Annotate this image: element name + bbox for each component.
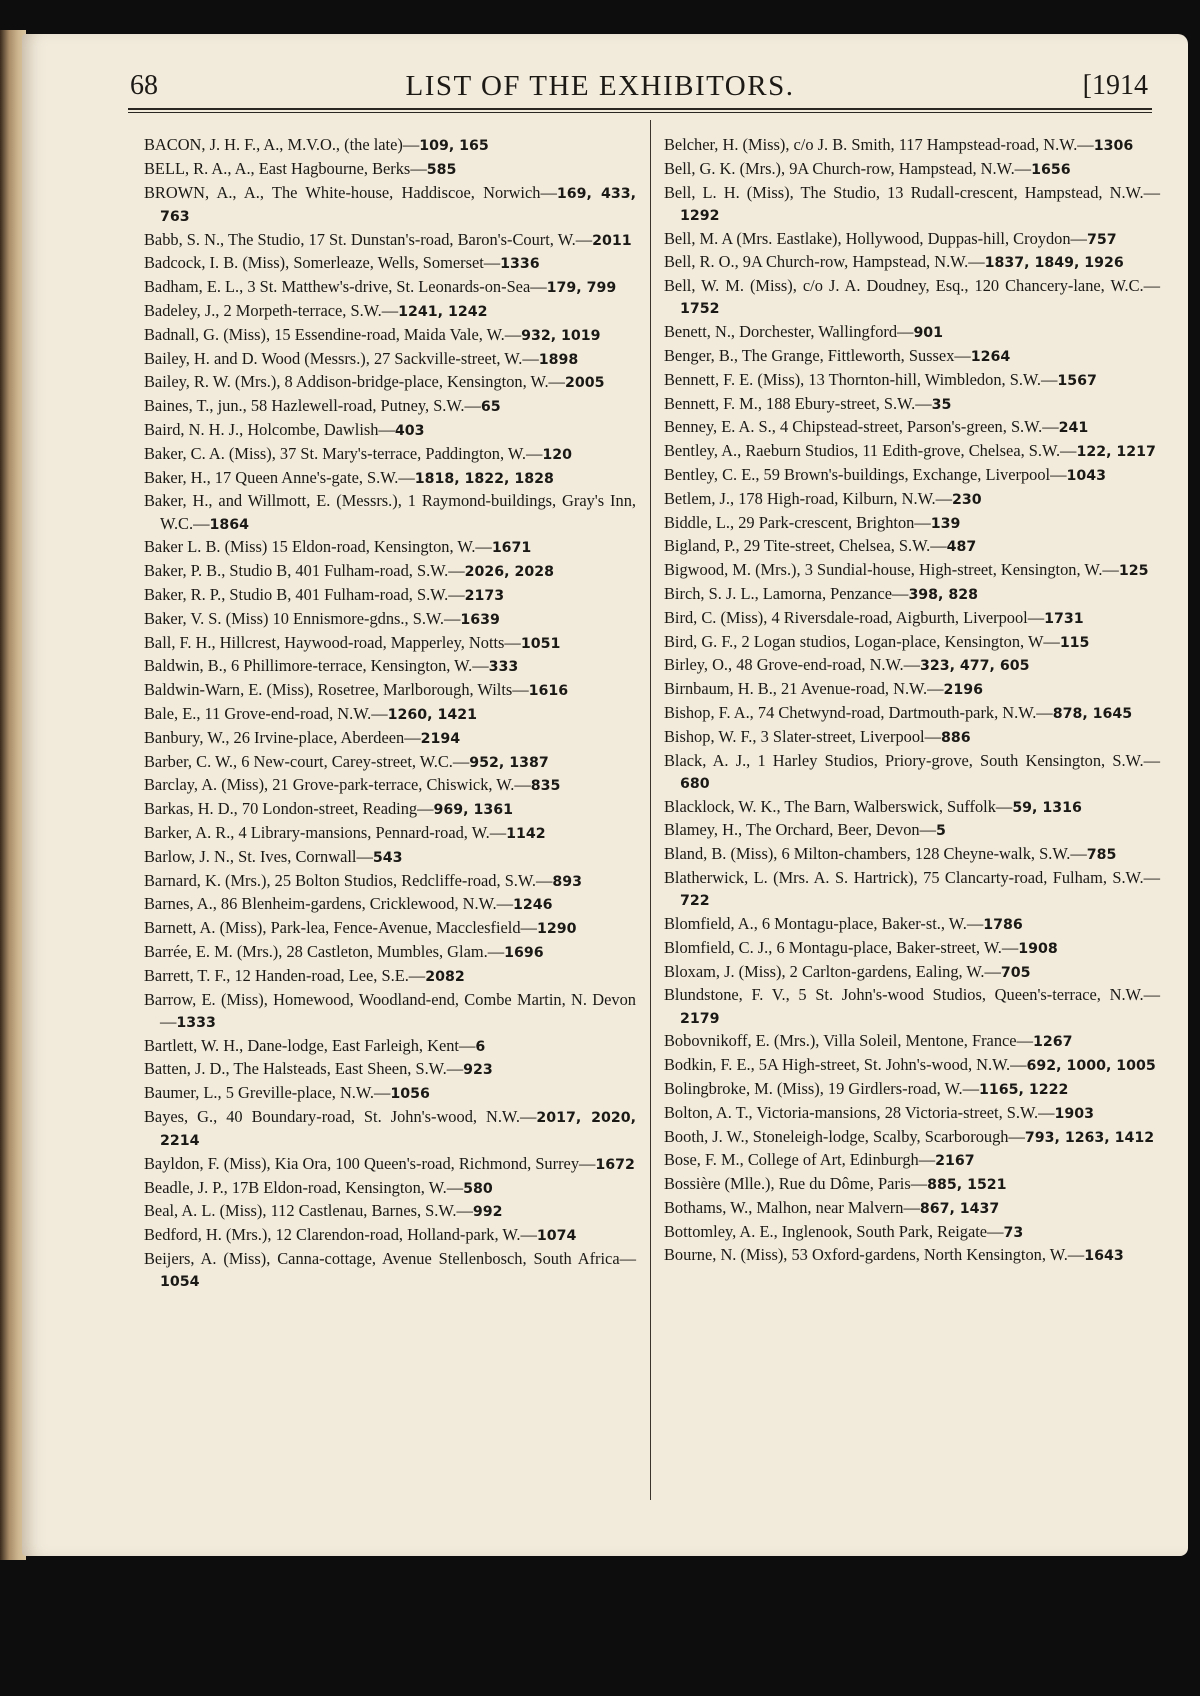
exhibitor-name-address: Bolton, A. T., Victoria-mansions, 28 Victoria-street, S.W.— bbox=[664, 1102, 1055, 1122]
exhibitor-name-address: Barnard, K. (Mrs.), 25 Bolton Studios, Redcliffe-road, S.W.— bbox=[144, 870, 553, 890]
exhibitor-entry bbox=[664, 512, 1160, 535]
exhibit-numbers: 323, 477, 605 bbox=[919, 658, 1030, 675]
exhibit-numbers: 1696 bbox=[504, 944, 544, 961]
exhibit-numbers: 543 bbox=[372, 849, 403, 866]
exhibit-numbers: 398, 828 bbox=[908, 586, 978, 603]
exhibit-numbers: 1306 bbox=[1093, 138, 1134, 154]
exhibitor-name-address: Baker, H., 17 Queen Anne's-gate, S.W.— bbox=[144, 467, 415, 487]
exhibitor-name-address: Bigland, P., 29 Tite-street, Chelsea, S.W.— bbox=[664, 536, 947, 556]
exhibitor-name-address: Birley, O., 48 Grove-end-road, N.W.— bbox=[664, 655, 920, 675]
exhibit-numbers: 835 bbox=[530, 778, 561, 795]
exhibitor-entry bbox=[144, 560, 636, 583]
exhibitor-name-address: Bell, R. O., 9A Church-row, Hampstead, N.W.— bbox=[664, 252, 985, 272]
exhibitor-name-address: Baker, P. B., Studio B, 401 Fulham-road, S.W.— bbox=[144, 561, 465, 581]
exhibit-numbers: 885, 1521 bbox=[927, 1177, 1007, 1194]
exhibitor-entry bbox=[664, 913, 1160, 936]
exhibitor-entry bbox=[664, 559, 1160, 582]
exhibitor-name-address: Blomfield, C. J., 6 Montagu-place, Baker-street, W.— bbox=[664, 937, 1019, 957]
exhibitor-entry bbox=[144, 134, 636, 157]
exhibit-numbers: 403 bbox=[394, 422, 425, 439]
exhibit-numbers: 2005 bbox=[564, 375, 605, 392]
exhibit-numbers: 585 bbox=[426, 161, 457, 178]
exhibitor-name-address: Baldwin-Warn, E. (Miss), Rosetree, Marlborough, Wilts— bbox=[144, 680, 529, 700]
exhibitor-name-address: Blomfield, A., 6 Montagu-place, Baker-st., W.— bbox=[664, 913, 984, 933]
exhibit-numbers: 2196 bbox=[943, 682, 984, 699]
exhibitor-entry bbox=[664, 369, 1160, 392]
exhibit-numbers: 1267 bbox=[1032, 1034, 1073, 1051]
exhibitor-entry bbox=[664, 1197, 1160, 1220]
exhibitor-entry bbox=[144, 632, 636, 655]
exhibitor-entry bbox=[144, 893, 636, 916]
page-number: 68 bbox=[130, 70, 158, 101]
exhibitor-name-address: Bird, G. F., 2 Logan studios, Logan-place, Kensington, W— bbox=[664, 631, 1060, 651]
exhibit-numbers: 73 bbox=[1003, 1224, 1024, 1241]
exhibit-numbers: 1246 bbox=[513, 897, 553, 914]
exhibitor-entry bbox=[664, 961, 1160, 984]
exhibitor-name-address: Bobovnikoff, E. (Mrs.), Villa Soleil, Mentone, France— bbox=[664, 1031, 1033, 1051]
exhibit-numbers: 169, 433, 763 bbox=[160, 185, 636, 225]
exhibitor-name-address: Baker L. B. (Miss) 15 Eldon-road, Kensington, W.— bbox=[144, 537, 492, 557]
exhibit-numbers: 722 bbox=[680, 893, 710, 910]
exhibitor-name-address: Beal, A. L. (Miss), 112 Castlenau, Barnes, S.W.— bbox=[144, 1201, 473, 1221]
exhibit-numbers: 1142 bbox=[506, 825, 546, 842]
header-rule-thin bbox=[128, 112, 1152, 113]
exhibitor-name-address: Ball, F. H., Hillcrest, Haywood-road, Mapperley, Notts— bbox=[144, 632, 521, 652]
exhibitor-entry bbox=[664, 251, 1160, 274]
exhibitor-name-address: Belcher, H. (Miss), c/o J. B. Smith, 117 Hampstead-road, N.W.— bbox=[664, 135, 1094, 154]
exhibit-numbers: 1051 bbox=[520, 635, 561, 652]
exhibitor-entry bbox=[664, 1078, 1160, 1101]
exhibitor-name-address: Bossière (Mlle.), Rue du Dôme, Paris— bbox=[664, 1174, 928, 1194]
exhibit-numbers: 923 bbox=[463, 1062, 493, 1079]
exhibit-numbers: 757 bbox=[1086, 231, 1117, 248]
exhibitor-entry bbox=[144, 727, 636, 750]
exhibit-numbers: 1898 bbox=[538, 351, 579, 368]
exhibitor-entry bbox=[664, 796, 1160, 819]
exhibit-numbers: 1290 bbox=[536, 921, 577, 938]
exhibitor-entry bbox=[664, 702, 1160, 725]
exhibit-numbers: 179, 799 bbox=[546, 280, 617, 297]
exhibitor-entry bbox=[144, 798, 636, 821]
exhibit-numbers: 2179 bbox=[680, 1010, 720, 1027]
exhibitor-name-address: Blacklock, W. K., The Barn, Walberswick, Suffolk— bbox=[664, 796, 1013, 816]
exhibitor-entry bbox=[144, 1200, 636, 1223]
exhibitor-name-address: Bloxam, J. (Miss), 2 Carlton-gardens, Ealing, W.— bbox=[664, 961, 1001, 981]
exhibit-numbers: 1643 bbox=[1084, 1248, 1124, 1265]
exhibitor-entry bbox=[144, 536, 636, 559]
exhibit-numbers: 785 bbox=[1086, 847, 1117, 864]
exhibitor-entry bbox=[664, 464, 1160, 487]
exhibitor-name-address: Banbury, W., 26 Irvine-place, Aberdeen— bbox=[144, 727, 421, 747]
exhibit-numbers: 139 bbox=[930, 515, 961, 532]
exhibitor-name-address: Barnett, A. (Miss), Park-lea, Fence-Avenue, Macclesfield— bbox=[144, 918, 537, 938]
exhibitor-entry bbox=[144, 584, 636, 607]
exhibitor-entry bbox=[664, 819, 1160, 842]
exhibit-numbers: 1752 bbox=[680, 301, 720, 318]
exhibit-numbers: 1333 bbox=[176, 1014, 216, 1031]
exhibitor-entry bbox=[664, 654, 1160, 677]
exhibitor-entry bbox=[144, 989, 636, 1034]
exhibitor-name-address: BELL, R. A., A., East Hagbourne, Berks— bbox=[144, 158, 427, 178]
exhibitor-name-address: Baker, H., and Willmott, E. (Messrs.), 1 Raymond-buildings, Gray's Inn, W.C.— bbox=[144, 491, 636, 533]
exhibitor-entry bbox=[144, 276, 636, 299]
exhibit-numbers: 1336 bbox=[500, 256, 540, 273]
exhibitor-name-address: BROWN, A., A., The White-house, Haddiscoe, Norwich— bbox=[144, 182, 557, 202]
exhibit-numbers: 333 bbox=[488, 659, 519, 676]
exhibitor-entry bbox=[664, 158, 1160, 181]
exhibitor-name-address: Benney, E. A. S., 4 Chipstead-street, Parson's-green, S.W.— bbox=[664, 417, 1059, 437]
exhibit-numbers: 1908 bbox=[1018, 940, 1058, 957]
exhibitor-name-address: Barclay, A. (Miss), 21 Grove-park-terrace, Chiswick, W.— bbox=[144, 775, 531, 795]
exhibit-numbers: 2167 bbox=[935, 1153, 975, 1170]
exhibit-numbers: 886 bbox=[940, 729, 971, 746]
exhibitor-entry bbox=[144, 965, 636, 988]
exhibitor-name-address: Bayldon, F. (Miss), Kia Ora, 100 Queen's-road, Richmond, Surrey— bbox=[144, 1153, 596, 1173]
exhibitor-name-address: Baker, C. A. (Miss), 37 St. Mary's-terrace, Paddington, W.— bbox=[144, 443, 543, 463]
exhibit-numbers: 59, 1316 bbox=[1012, 799, 1082, 816]
exhibitor-entry bbox=[664, 631, 1160, 654]
exhibitor-entry bbox=[664, 182, 1160, 227]
exhibitor-entry bbox=[144, 679, 636, 702]
exhibit-numbers: 1864 bbox=[209, 516, 249, 533]
exhibitor-entry bbox=[664, 607, 1160, 630]
exhibitor-entry bbox=[664, 984, 1160, 1029]
exhibitor-entry bbox=[664, 440, 1160, 463]
exhibitor-entry bbox=[144, 1177, 636, 1200]
exhibitor-entry bbox=[664, 843, 1160, 866]
exhibit-numbers: 793, 1263, 1412 bbox=[1024, 1129, 1155, 1146]
exhibit-numbers: 1818, 1822, 1828 bbox=[414, 470, 554, 487]
exhibitor-name-address: Badham, E. L., 3 St. Matthew's-drive, St. Leonards-on-Sea— bbox=[144, 277, 547, 297]
exhibit-numbers: 1837, 1849, 1926 bbox=[984, 255, 1124, 272]
exhibitor-name-address: Bentley, A., Raeburn Studios, 11 Edith-grove, Chelsea, S.W.— bbox=[664, 441, 1077, 461]
exhibit-numbers: 2173 bbox=[464, 587, 505, 604]
exhibit-numbers: 1260, 1421 bbox=[387, 706, 477, 723]
exhibitor-entry bbox=[144, 608, 636, 631]
exhibitor-name-address: Bodkin, F. E., 5A High-street, St. John's-wood, N.W.— bbox=[664, 1055, 1027, 1075]
page-year: [1914 bbox=[1082, 70, 1148, 101]
exhibitor-entry bbox=[144, 822, 636, 845]
exhibit-numbers: 705 bbox=[1000, 964, 1031, 981]
exhibitor-name-address: Barber, C. W., 6 New-court, Carey-street, W.C.— bbox=[144, 751, 470, 771]
exhibitor-entry bbox=[144, 182, 636, 228]
exhibitor-name-address: Barkas, H. D., 70 London-street, Reading— bbox=[144, 799, 434, 819]
exhibitor-name-address: Bayes, G., 40 Boundary-road, St. John's-wood, N.W.— bbox=[144, 1106, 537, 1126]
exhibitor-name-address: Birch, S. J. L., Lamorna, Penzance— bbox=[664, 583, 909, 603]
exhibit-numbers: 1043 bbox=[1066, 467, 1106, 484]
exhibitor-name-address: Bartlett, W. H., Dane-lodge, East Farleigh, Kent— bbox=[144, 1035, 476, 1055]
exhibitor-entry bbox=[664, 1126, 1160, 1149]
exhibit-numbers: 1567 bbox=[1057, 372, 1097, 389]
exhibitor-entry bbox=[144, 419, 636, 442]
exhibitor-entry bbox=[664, 937, 1160, 960]
exhibitor-name-address: Babb, S. N., The Studio, 17 St. Dunstan's-road, Baron's-Court, W.— bbox=[144, 229, 593, 249]
exhibitor-entry bbox=[664, 345, 1160, 368]
exhibitor-name-address: Baker, R. P., Studio B, 401 Fulham-road, S.W.— bbox=[144, 584, 465, 604]
exhibit-numbers: 1292 bbox=[680, 207, 720, 224]
exhibit-numbers: 120 bbox=[542, 446, 572, 463]
exhibitor-name-address: Batten, J. D., The Halsteads, East Sheen, S.W.— bbox=[144, 1059, 464, 1079]
exhibitor-name-address: Beijers, A. (Miss), Canna-cottage, Avenue Stellenbosch, South Africa— bbox=[144, 1249, 636, 1269]
column-divider bbox=[650, 120, 651, 1500]
exhibitor-name-address: Bell, W. M. (Miss), c/o J. A. Doudney, Esq., 120 Chancery-lane, W.C.— bbox=[664, 276, 1160, 296]
exhibitor-name-address: Badcock, I. B. (Miss), Somerleaze, Wells, Somerset— bbox=[144, 253, 501, 273]
left-column bbox=[144, 134, 636, 1294]
exhibitor-name-address: Bennett, F. M., 188 Ebury-street, S.W.— bbox=[664, 393, 932, 413]
exhibitor-name-address: Bishop, W. F., 3 Slater-street, Liverpool— bbox=[664, 726, 941, 746]
exhibitor-name-address: Barnes, A., 86 Blenheim-gardens, Cricklewood, N.W.— bbox=[144, 894, 514, 914]
exhibitor-entry bbox=[664, 1244, 1160, 1267]
exhibitor-name-address: Bland, B. (Miss), 6 Milton-chambers, 128 Cheyne-walk, S.W.— bbox=[664, 844, 1087, 864]
exhibit-numbers: 901 bbox=[913, 325, 944, 342]
exhibit-numbers: 2082 bbox=[425, 968, 465, 985]
exhibitor-entry bbox=[664, 867, 1160, 912]
exhibitor-entry bbox=[664, 228, 1160, 251]
exhibitor-name-address: Barrett, T. F., 12 Handen-road, Lee, S.E.— bbox=[144, 965, 426, 985]
exhibitor-entry bbox=[664, 1173, 1160, 1196]
exhibitor-name-address: Bishop, F. A., 74 Chetwynd-road, Dartmouth-park, N.W.— bbox=[664, 702, 1053, 722]
exhibitor-entry bbox=[144, 1082, 636, 1105]
exhibit-numbers: 2194 bbox=[420, 730, 461, 747]
exhibitor-entry bbox=[664, 1221, 1160, 1244]
exhibit-numbers: 1786 bbox=[983, 916, 1023, 933]
exhibitor-entry bbox=[144, 371, 636, 394]
exhibitor-entry bbox=[664, 488, 1160, 511]
exhibitor-name-address: Bell, L. H. (Miss), The Studio, 13 Rudall-crescent, Hampstead, N.W.— bbox=[664, 182, 1160, 202]
exhibitor-name-address: Benett, N., Dorchester, Wallingford— bbox=[664, 322, 914, 342]
exhibitor-name-address: Bell, M. A (Mrs. Eastlake), Hollywood, Duppas-hill, Croydon— bbox=[664, 228, 1087, 248]
exhibit-numbers: 1074 bbox=[536, 1228, 577, 1245]
page-header bbox=[0, 70, 1200, 110]
exhibit-numbers: 580 bbox=[463, 1180, 493, 1197]
exhibitor-name-address: Bourne, N. (Miss), 53 Oxford-gardens, North Kensington, W.— bbox=[664, 1245, 1085, 1265]
exhibitor-name-address: Blamey, H., The Orchard, Beer, Devon— bbox=[664, 820, 936, 840]
exhibitor-name-address: Barlow, J. N., St. Ives, Cornwall— bbox=[144, 846, 373, 866]
exhibitor-name-address: Baird, N. H. J., Holcombe, Dawlish— bbox=[144, 419, 395, 439]
exhibitor-name-address: Bothams, W., Malhon, near Malvern— bbox=[664, 1197, 920, 1217]
exhibitor-entry bbox=[144, 1035, 636, 1058]
exhibitor-entry bbox=[144, 324, 636, 347]
exhibitor-name-address: Bird, C. (Miss), 4 Riversdale-road, Aigburth, Liverpool— bbox=[664, 607, 1045, 627]
exhibitor-entry bbox=[144, 252, 636, 275]
exhibitor-entry bbox=[144, 917, 636, 940]
exhibitor-name-address: BACON, J. H. F., A., M.V.O., (the late)— bbox=[144, 135, 420, 154]
exhibit-numbers: 1054 bbox=[160, 1274, 200, 1291]
exhibitor-name-address: Beadle, J. P., 17B Eldon-road, Kensington, W.— bbox=[144, 1177, 464, 1197]
exhibit-numbers: 1639 bbox=[460, 611, 500, 628]
exhibitor-name-address: Biddle, L., 29 Park-crescent, Brighton— bbox=[664, 512, 931, 532]
exhibit-numbers: 1671 bbox=[491, 540, 532, 557]
exhibit-numbers: 1616 bbox=[528, 683, 569, 700]
exhibit-numbers: 1656 bbox=[1031, 161, 1071, 178]
exhibitor-entry bbox=[144, 1106, 636, 1152]
exhibit-numbers: 5 bbox=[935, 823, 946, 840]
exhibitor-entry bbox=[664, 1102, 1160, 1125]
exhibit-numbers: 1903 bbox=[1054, 1105, 1094, 1122]
exhibitor-entry bbox=[144, 846, 636, 869]
exhibit-numbers: 1672 bbox=[595, 1156, 635, 1173]
exhibitor-name-address: Birnbaum, H. B., 21 Avenue-road, N.W.— bbox=[664, 679, 944, 699]
right-column bbox=[664, 134, 1160, 1268]
exhibit-numbers: 969, 1361 bbox=[433, 802, 513, 819]
exhibitor-name-address: Bailey, H. and D. Wood (Messrs.), 27 Sackville-street, W.— bbox=[144, 348, 539, 368]
exhibitor-entry bbox=[664, 1054, 1160, 1077]
exhibitor-name-address: Bigwood, M. (Mrs.), 3 Sundial-house, High-street, Kensington, W.— bbox=[664, 560, 1119, 580]
exhibitor-name-address: Bolingbroke, M. (Miss), 19 Girdlers-road, W.— bbox=[664, 1078, 980, 1098]
exhibit-numbers: 35 bbox=[931, 396, 952, 413]
exhibitor-name-address: Barker, A. R., 4 Library-mansions, Pennard-road, W.— bbox=[144, 822, 507, 842]
exhibit-numbers: 1165, 1222 bbox=[979, 1081, 1069, 1098]
exhibitor-name-address: Baker, V. S. (Miss) 10 Ennismore-gdns., S.W.— bbox=[144, 608, 461, 628]
exhibit-numbers: 952, 1387 bbox=[469, 754, 549, 771]
exhibit-numbers: 65 bbox=[480, 399, 501, 416]
exhibitor-entry bbox=[664, 678, 1160, 701]
header-rule bbox=[128, 108, 1152, 110]
exhibitor-entry bbox=[664, 393, 1160, 416]
exhibitor-name-address: Booth, J. W., Stoneleigh-lodge, Scalby, Scarborough— bbox=[664, 1126, 1025, 1146]
exhibitor-entry bbox=[144, 229, 636, 252]
exhibitor-entry bbox=[664, 750, 1160, 795]
exhibitor-entry bbox=[664, 1030, 1160, 1053]
exhibitor-name-address: Barrée, E. M. (Mrs.), 28 Castleton, Mumbles, Glam.— bbox=[144, 941, 505, 961]
exhibitor-entry bbox=[144, 703, 636, 726]
exhibit-numbers: 1241, 1242 bbox=[398, 303, 488, 320]
exhibitor-entry bbox=[664, 275, 1160, 320]
exhibitor-entry bbox=[144, 300, 636, 323]
exhibitor-name-address: Black, A. J., 1 Harley Studios, Priory-grove, South Kensington, S.W.— bbox=[664, 750, 1160, 770]
exhibitor-entry bbox=[664, 416, 1160, 439]
exhibitor-name-address: Baines, T., jun., 58 Hazlewell-road, Putney, S.W.— bbox=[144, 396, 481, 416]
exhibitor-name-address: Bell, G. K. (Mrs.), 9A Church-row, Hampstead, N.W.— bbox=[664, 158, 1032, 178]
exhibitor-name-address: Bentley, C. E., 59 Brown's-buildings, Exchange, Liverpool— bbox=[664, 464, 1067, 484]
exhibitor-name-address: Bennett, F. E. (Miss), 13 Thornton-hill, Wimbledon, S.W.— bbox=[664, 369, 1058, 389]
exhibitor-entry bbox=[144, 870, 636, 893]
exhibit-numbers: 115 bbox=[1059, 634, 1090, 651]
exhibit-numbers: 992 bbox=[472, 1204, 503, 1221]
exhibitor-name-address: Barrow, E. (Miss), Homewood, Woodland-end, Combe Martin, N. Devon— bbox=[144, 989, 636, 1031]
exhibitor-name-address: Bale, E., 11 Grove-end-road, N.W.— bbox=[144, 703, 388, 723]
exhibitor-entry bbox=[664, 321, 1160, 344]
exhibit-numbers: 878, 1645 bbox=[1052, 705, 1133, 722]
exhibitor-name-address: Blatherwick, L. (Mrs. A. S. Hartrick), 75 Clancarty-road, Fulham, S.W.— bbox=[664, 867, 1160, 887]
exhibit-numbers: 1056 bbox=[390, 1086, 430, 1103]
exhibitor-entry bbox=[664, 134, 1160, 157]
exhibitor-entry bbox=[144, 941, 636, 964]
exhibit-numbers: 680 bbox=[680, 775, 710, 792]
page-title: LIST OF THE EXHIBITORS. bbox=[405, 70, 795, 102]
exhibitor-name-address: Bedford, H. (Mrs.), 12 Clarendon-road, Holland-park, W.— bbox=[144, 1225, 537, 1245]
exhibit-numbers: 2011 bbox=[592, 232, 632, 249]
exhibitor-name-address: Baldwin, B., 6 Phillimore-terrace, Kensington, W.— bbox=[144, 656, 489, 676]
exhibitor-name-address: Bottomley, A. E., Inglenook, South Park, Reigate— bbox=[664, 1221, 1004, 1241]
exhibit-numbers: 2026, 2028 bbox=[464, 564, 554, 581]
exhibit-numbers: 1264 bbox=[970, 348, 1011, 365]
exhibitor-entry bbox=[144, 467, 636, 490]
exhibitor-name-address: Bose, F. M., College of Art, Edinburgh— bbox=[664, 1150, 936, 1170]
exhibitor-name-address: Bailey, R. W. (Mrs.), 8 Addison-bridge-place, Kensington, W.— bbox=[144, 372, 565, 392]
exhibit-numbers: 692, 1000, 1005 bbox=[1026, 1058, 1156, 1075]
exhibit-numbers: 932, 1019 bbox=[521, 327, 601, 344]
exhibit-numbers: 487 bbox=[946, 539, 977, 556]
exhibitor-entry bbox=[144, 774, 636, 797]
exhibit-numbers: 230 bbox=[952, 491, 982, 508]
exhibit-numbers: 6 bbox=[475, 1038, 486, 1055]
exhibitor-entry bbox=[144, 348, 636, 371]
exhibit-numbers: 2017, 2020, 2214 bbox=[160, 1109, 636, 1150]
exhibit-numbers: 122, 1217 bbox=[1076, 444, 1156, 461]
exhibitor-entry bbox=[144, 1224, 636, 1247]
exhibitor-name-address: Benger, B., The Grange, Fittleworth, Sussex— bbox=[664, 345, 971, 365]
exhibit-numbers: 893 bbox=[552, 873, 582, 890]
exhibit-numbers: 109, 165 bbox=[419, 138, 489, 154]
exhibitor-name-address: Badeley, J., 2 Morpeth-terrace, S.W.— bbox=[144, 300, 399, 320]
exhibitor-entry bbox=[664, 726, 1160, 749]
exhibitor-entry bbox=[664, 1149, 1160, 1172]
exhibitor-name-address: Blundstone, F. V., 5 St. John's-wood Studios, Queen's-terrace, N.W.— bbox=[664, 985, 1160, 1005]
exhibitor-name-address: Badnall, G. (Miss), 15 Essendine-road, Maida Vale, W.— bbox=[144, 324, 522, 344]
exhibitor-name-address: Baumer, L., 5 Greville-place, N.W.— bbox=[144, 1083, 391, 1103]
exhibitor-entry bbox=[144, 1248, 636, 1293]
exhibitor-entry bbox=[144, 158, 636, 181]
exhibit-numbers: 867, 1437 bbox=[919, 1200, 1000, 1217]
exhibitor-entry bbox=[144, 1153, 636, 1176]
exhibitor-entry bbox=[144, 490, 636, 535]
exhibitor-entry bbox=[144, 395, 636, 418]
exhibitor-entry bbox=[144, 655, 636, 678]
exhibitor-entry bbox=[664, 583, 1160, 606]
exhibit-numbers: 1731 bbox=[1044, 610, 1084, 627]
exhibitor-entry bbox=[144, 443, 636, 466]
exhibit-numbers: 241 bbox=[1058, 420, 1089, 437]
exhibitor-entry bbox=[144, 1058, 636, 1081]
exhibitor-entry bbox=[664, 535, 1160, 558]
exhibit-numbers: 125 bbox=[1118, 563, 1149, 580]
exhibitor-name-address: Betlem, J., 178 High-road, Kilburn, N.W.— bbox=[664, 488, 953, 508]
exhibitor-entry bbox=[144, 751, 636, 774]
